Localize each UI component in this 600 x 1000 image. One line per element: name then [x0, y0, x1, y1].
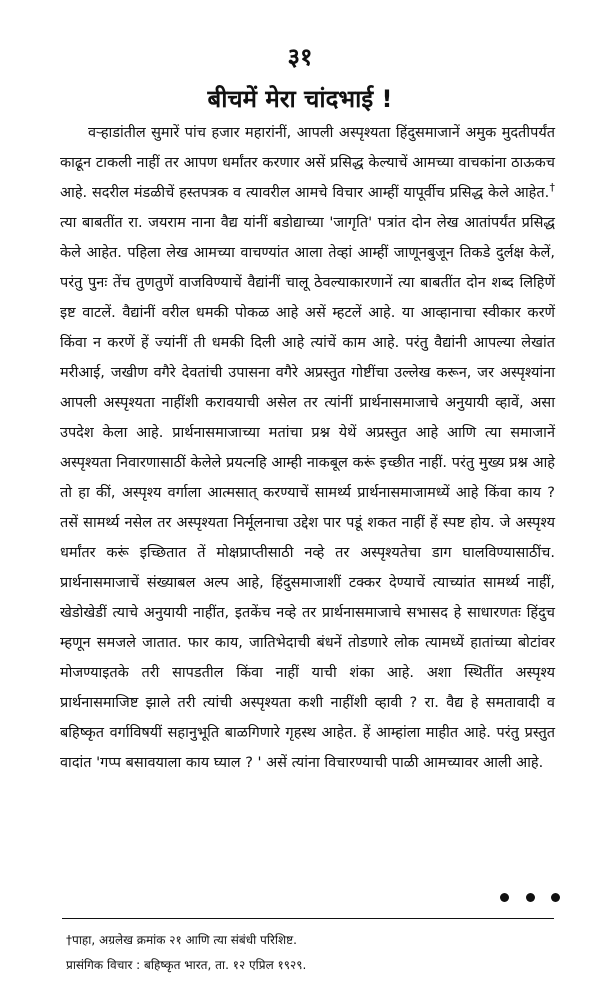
article-paragraph-continued: त्या बाबतींत रा. जयराम नाना वैद्य यांनीं बडोद्याच्या 'जागृति' पत्रांत दोन लेख आतांपर्यंत प्रसिद्ध केले आहेत. पहिला लेख आमच्या वाचण्यांत आला तेव्हां आम्हीं जाणूनबुजून तिकडे दुर्लक्ष केलें, परंतु पुनः तेंच तुणतुणें वाजविण्याचें वैद्यांनीं चालू ठेवल्याकारणानें त्या बाबतींत दोन शब्द लिहिणें इष्ट वाटलें. वैद्यांनीं वरील धमकी पोकळ आहे असें म्हटलें आहे. या आव्हानाचा स्वीकार करणें किंवा न करणें हें ज्यांनीं ती धमकी दिली आहे त्यांचें काम आहे. परंतु वैद्यांनी आपल्या लेखांत मरीआई, जखीण वगैरे देवतांची उपासना वगैरे अप्रस्तुत गोष्टींचा उल्लेख करून, जर अस्पृश्यांना आपली अस्पृश्यता नाहींशी करावयाची असेल तर त्यांनीं प्रार्थनासमाजाचे अनुयायी व्हावें, असा उपदेश केला आहे. प्रार्थनासमाजाच्या मतांचा प्रश्न येथें अप्रस्तुत आहे आणि त्या समाजानें अस्पृश्यता निवारणासाठीं केलेले प्रयत्नहि आम्ही नाकबूल करूं इच्छीत नाहीं. परंतु मुख्य प्रश्न आहे तो हा कीं, अस्पृश्य वर्गाला आत्मसात् करण्याचें सामर्थ्य प्रार्थनासमाजामध्यें आहे किंवा काय ? तसें सामर्थ्य नसेल तर अस्पृश्यता निर्मूलनाचा उद्देश पार पडूं शकत नाहीं हें स्पष्ट होय. जे अस्पृश्य धर्मांतर करूं इच्छितात तें मोक्षप्राप्तीसाठी नव्हे तर अस्पृश्यतेचा डाग घालविण्यासाठींच. प्रार्थनासमाजाचें संख्याबल अल्प आहे, हिंदुसमाजाशीं टक्कर देण्याचें त्याच्यांत सामर्थ्य नाहीं, खेडोखेडीं त्याचे अनुयायी नाहींत, इतकेंच नव्हे तर प्रार्थनासमाजाचे सभासद हे साधारणतः हिंदुच म्हणून समजले जातात. फार काय, जातिभेदाची बंधनें तोडणारे लोक त्यामध्यें हातांच्या बोटांवर मोजण्याइतके तरी सापडतील किंवा नाहीं याची शंका आहे. अशा स्थितींत अस्पृश्य प्रार्थनासमाजिष्ट झाले तरी त्यांची अस्पृश्यता कशी नाहींशी व्हावी ? रा. वैद्य हे समतावादी व बहिष्कृत वर्गाविषयीं सहानुभूति बाळगिणारे गृहस्थ आहेत. हें आम्हांला माहीत आहे. परंतु प्रस्तुत वादांत 'गप्प बसावयाला काय घ्याल ? ' असें त्यांना विचारण्याची पाळी आमच्यावर आली आहे.	[60, 215, 555, 771]
footnote-text: पाहा, अग्रलेख क्रमांक २१ आणि त्या संबंधी परिशिष्ट.	[72, 933, 297, 947]
ornament-dot	[551, 893, 560, 902]
footnote-entry	[66, 931, 554, 949]
footnote-marker: †	[66, 933, 72, 947]
ornament-dot	[500, 893, 509, 902]
article-heading: बीचमें मेरा चांदभाई !	[207, 85, 393, 113]
page-number: ३१	[287, 43, 313, 71]
footnote-reference-marker[interactable]: †	[549, 181, 555, 195]
article-paragraph: वऱ्हाडांतील सुमारें पांच हजार महारांनीं, आपली अस्पृश्यता हिंदुसमाजानें अमुक मुदतीपर्यंत काढून टाकली नाहीं तर आपण धर्मांतर करणार असें प्रसिद्ध केल्याचें आमच्या वाचकांना ठाऊकच आहे. सदरील मंडळीचें हस्तपत्रक व त्यावरील आमचे विचार आम्हीं यापूर्वीच प्रसिद्ध केले आहेत.	[60, 125, 555, 201]
footnote-divider	[62, 918, 554, 919]
three-dots-ornament-icon	[500, 893, 560, 902]
ornament-dot	[526, 893, 535, 902]
article-body	[60, 118, 555, 778]
source-citation: प्रासंगिक विचार : बहिष्कृत भारत, ता. १२ एप्रिल १९२९.	[66, 958, 307, 972]
